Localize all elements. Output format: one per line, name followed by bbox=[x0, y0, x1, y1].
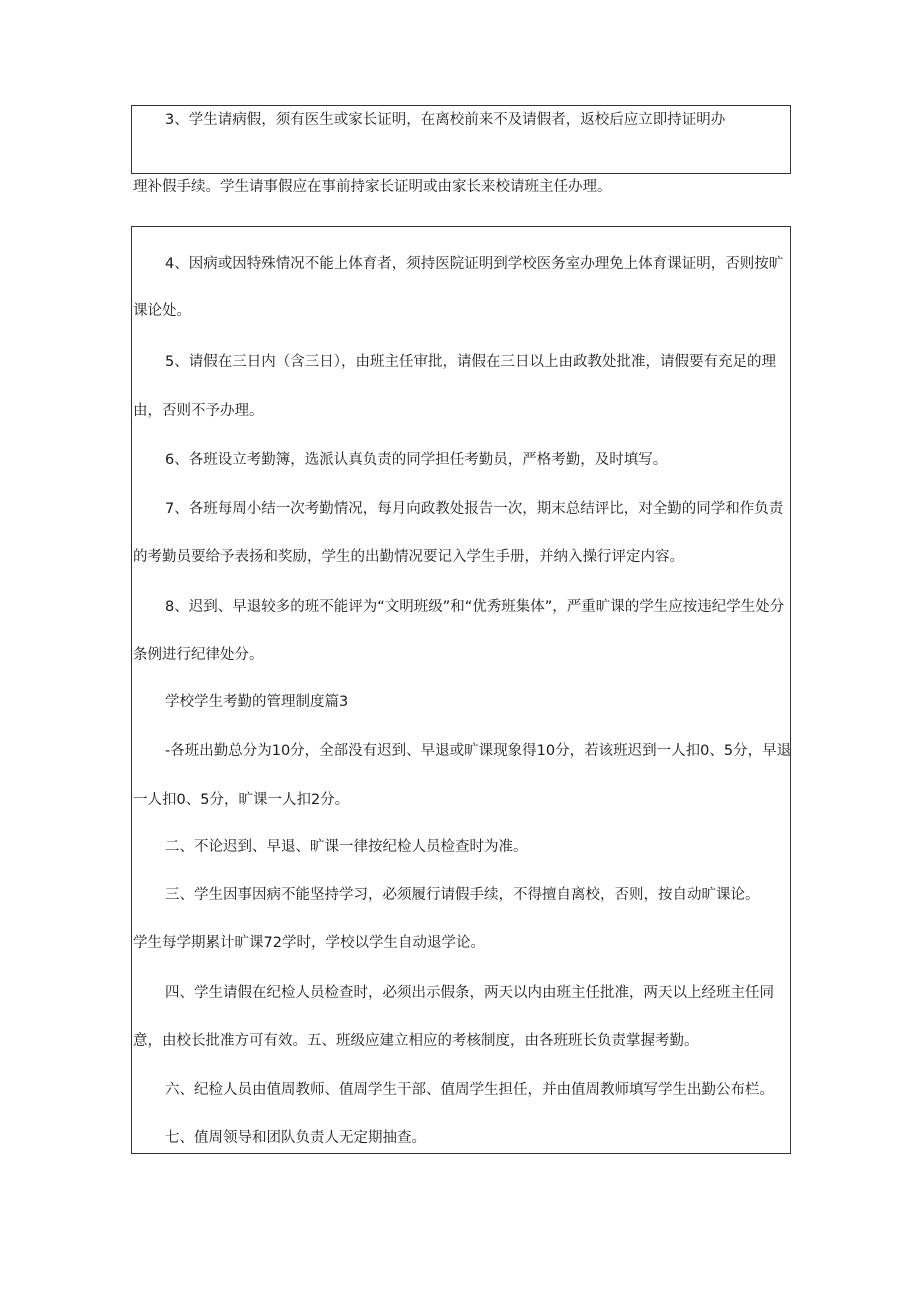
paragraph-4-line-2: 课论处。 bbox=[133, 303, 191, 319]
paragraph-3-line-1: 3、学生请病假，须有医生或家长证明，在离校前来不及请假者，返校后应立即持证明办 bbox=[165, 112, 726, 128]
paragraph-3-continuation: 理补假手续。学生请事假应在事前持家长证明或由家长来校请班主任办理。 bbox=[133, 179, 612, 195]
paragraph-8-line-1: 8、迟到、早退较多的班不能评为“文明班级”和“优秀班集体”，严重旷课的学生应按违纪学生处分 bbox=[165, 599, 785, 615]
paragraph-7-line-1: 7、各班每周小结一次考勤情况，每月向政教处报告一次，期末总结评比，对全勤的同学和作负责 bbox=[165, 501, 784, 517]
paragraph-5-line-2: 由，否则不予办理。 bbox=[133, 403, 264, 419]
paragraph-7-line-2: 的考勤员要给予表扬和奖励，学生的出勤情况要记入学生手册，并纳入操行评定内容。 bbox=[133, 549, 684, 565]
paragraph-6: 6、各班设立考勤簿，选派认真负责的同学担任考勤员，严格考勤，及时填写。 bbox=[165, 452, 668, 468]
rule-3-continuation: 学生每学期累计旷课72学时，学校以学生自动退学论。 bbox=[133, 935, 485, 951]
paragraph-4-line-1: 4、因病或因特殊情况不能上体育者，须持医院证明到学校医务室办理免上体育课证明，否则按旷 bbox=[165, 256, 784, 272]
paragraph-8-line-2: 条例进行纪律处分。 bbox=[133, 647, 264, 663]
rule-3: 三、学生因事因病不能坚持学习，必须履行请假手续，不得擅自离校，否则，按自动旷课论。 bbox=[165, 887, 760, 903]
rule-4-line-2: 意，由校长批准方可有效。五、班级应建立相应的考核制度，由各班班长负责掌握考勤。 bbox=[133, 1033, 699, 1049]
rule-1-line-2: 一人扣0、5分，旷课一人扣2分。 bbox=[133, 792, 350, 808]
section-heading: 学校学生考勤的管理制度篇3 bbox=[165, 694, 349, 710]
rule-4-line-1: 四、学生请假在纪检人员检查时，必须出示假条，两天以内由班主任批准，两天以上经班主任同 bbox=[165, 985, 774, 1001]
rule-7: 七、值周领导和团队负责人无定期抽查。 bbox=[165, 1130, 426, 1146]
rule-6: 六、纪检人员由值周教师、值周学生干部、值周学生担任，并由值周教师填写学生出勤公布栏。 bbox=[165, 1082, 774, 1098]
rule-1-line-1: -各班出勤总分为10分，全部没有迟到、早退或旷课现象得10分，若该班迟到一人扣0、5分，早退 bbox=[165, 743, 792, 759]
paragraph-5-line-1: 5、请假在三日内（含三日），由班主任审批，请假在三日以上由政教处批准，请假要有充足的理 bbox=[165, 354, 776, 370]
rule-2: 二、不论迟到、早退、旷课一律按纪检人员检查时为准。 bbox=[165, 839, 528, 855]
